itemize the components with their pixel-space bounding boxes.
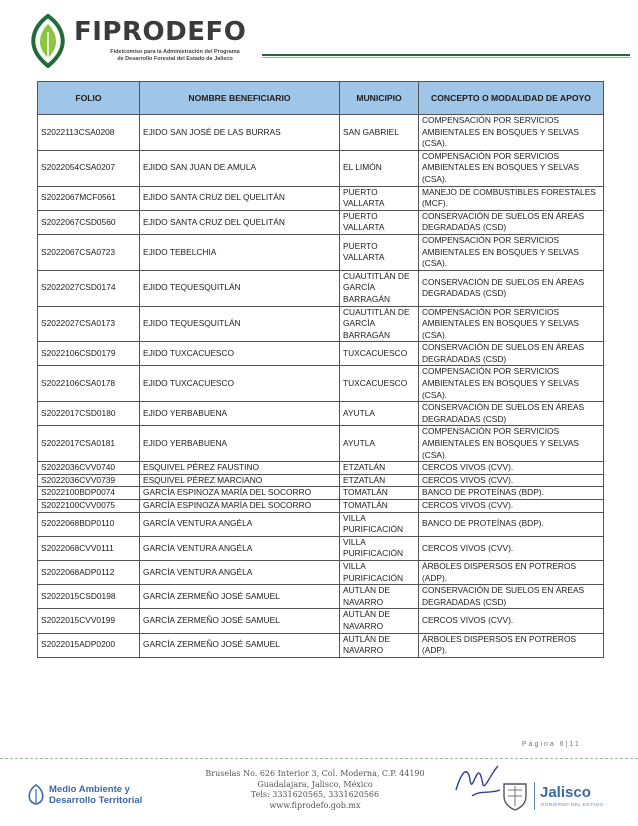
cell-concepto: COMPENSACIÓN POR SERVICIOS AMBIENTALES EN BOSQUES Y SELVAS (CSA). xyxy=(419,306,604,342)
cell-municipio: EL LIMÓN xyxy=(340,150,419,186)
document-header xyxy=(0,0,638,78)
cell-nombre: GARCÍA ZERMEÑO JOSÉ SAMUEL xyxy=(140,609,340,633)
cell-folio: S2022068BDP0110 xyxy=(38,512,140,536)
cell-municipio: CUAUTITLÁN DE GARCÍA BARRAGÁN xyxy=(340,306,419,342)
cell-municipio: TUXCACUESCO xyxy=(340,342,419,366)
cell-concepto: COMPENSACIÓN POR SERVICIOS AMBIENTALES EN BOSQUES Y SELVAS (CSA). xyxy=(419,115,604,151)
cell-municipio: TOMATLÁN xyxy=(340,487,419,500)
cell-nombre: GARCÍA ZERMEÑO JOSÉ SAMUEL xyxy=(140,633,340,657)
cell-nombre: EJIDO TEQUESQUITLÁN xyxy=(140,306,340,342)
cell-nombre: GARCÍA ESPINOZA MARÍA DEL SOCORRO xyxy=(140,487,340,500)
cell-nombre: EJIDO SANTA CRUZ DEL QUELITÁN xyxy=(140,210,340,234)
cell-concepto: MANEJO DE COMBUSTIBLES FORESTALES (MCF). xyxy=(419,186,604,210)
cell-folio: S2022067CSD0560 xyxy=(38,210,140,234)
jalisco-subtitle: GOBIERNO DEL ESTADO xyxy=(541,802,605,807)
cell-municipio: AYUTLA xyxy=(340,402,419,426)
cell-folio: S2022106CSD0179 xyxy=(38,342,140,366)
cell-concepto: CERCOS VIVOS (CVV). xyxy=(419,474,604,487)
table-row xyxy=(38,115,604,151)
address-line1: Bruselas No. 626 Interior 3, Col. Moderna, C.P. 44190 xyxy=(205,769,425,778)
cell-folio: S2022113CSA0208 xyxy=(38,115,140,151)
cell-concepto: COMPENSACIÓN POR SERVICIOS AMBIENTALES EN BOSQUES Y SELVAS (CSA). xyxy=(419,234,604,270)
secretaria-line2: Desarrollo Territorial xyxy=(49,795,143,806)
page-number: Página 6|11 xyxy=(522,741,581,748)
cell-municipio: PUERTO VALLARTA xyxy=(340,186,419,210)
address-website[interactable]: www.fiprodefo.gob.mx xyxy=(269,800,361,810)
cell-municipio: CUAUTITLÁN DE GARCÍA BARRAGÁN xyxy=(340,270,419,306)
cell-concepto: COMPENSACIÓN POR SERVICIOS AMBIENTALES EN BOSQUES Y SELVAS (CSA). xyxy=(419,366,604,402)
cell-nombre: EJIDO TUXCACUESCO xyxy=(140,342,340,366)
table-row xyxy=(38,270,604,306)
cell-concepto: CONSERVACIÓN DE SUELOS EN ÁREAS DEGRADADAS (CSD) xyxy=(419,210,604,234)
cell-folio: S2022015ADP0200 xyxy=(38,633,140,657)
column-header-municipio: MUNICIPIO xyxy=(340,82,419,115)
column-header-nombre: NOMBRE BENEFICIARIO xyxy=(140,82,340,115)
cell-folio: S2022106CSA0178 xyxy=(38,366,140,402)
cell-municipio: PUERTO VALLARTA xyxy=(340,234,419,270)
cell-concepto: CONSERVACIÓN DE SUELOS EN ÁREAS DEGRADADAS (CSD) xyxy=(419,342,604,366)
cell-municipio: PUERTO VALLARTA xyxy=(340,210,419,234)
cell-folio: S2022068ADP0112 xyxy=(38,560,140,584)
footer-rule xyxy=(0,758,638,759)
cell-concepto: CERCOS VIVOS (CVV). xyxy=(419,536,604,560)
secretaria-name xyxy=(49,784,142,806)
cell-concepto: CERCOS VIVOS (CVV). xyxy=(419,462,604,475)
table-row xyxy=(38,633,604,657)
cell-municipio: VILLA PURIFICACIÓN xyxy=(340,560,419,584)
cell-municipio: VILLA PURIFICACIÓN xyxy=(340,536,419,560)
cell-folio: S2022100CVV0075 xyxy=(38,500,140,513)
cell-concepto: COMPENSACIÓN POR SERVICIOS AMBIENTALES EN BOSQUES Y SELVAS (CSA). xyxy=(419,150,604,186)
cell-nombre: GARCÍA VENTURA ANGÉLA xyxy=(140,512,340,536)
cell-municipio: SAN GABRIEL xyxy=(340,115,419,151)
jalisco-divider xyxy=(534,782,535,810)
cell-nombre: EJIDO SAN JOSÉ DE LAS BURRAS xyxy=(140,115,340,151)
cell-folio: S2022027CSD0174 xyxy=(38,270,140,306)
header-rule-dark xyxy=(262,54,630,56)
jalisco-wordmark: Jalisco xyxy=(540,784,591,801)
cell-nombre: GARCÍA ESPINOZA MARÍA DEL SOCORRO xyxy=(140,500,340,513)
cell-nombre: EJIDO TEQUESQUITLÁN xyxy=(140,270,340,306)
address-phones: Tels: 3331620565, 3331620566 xyxy=(250,790,380,799)
header-rule-green xyxy=(262,57,630,58)
table-row xyxy=(38,342,604,366)
cell-folio: S2022017CSA0181 xyxy=(38,426,140,462)
fiprodefo-leaf-logo xyxy=(24,12,72,68)
brand-subtitle xyxy=(90,49,260,62)
cell-concepto: BANCO DE PROTEÍNAS (BDP). xyxy=(419,512,604,536)
handwritten-signature xyxy=(452,760,504,802)
table-row xyxy=(38,366,604,402)
cell-municipio: TUXCACUESCO xyxy=(340,366,419,402)
column-header-concepto: CONCEPTO O MODALIDAD DE APOYO xyxy=(419,82,604,115)
table-row xyxy=(38,234,604,270)
address-line2: Guadalajara, Jalisco, México xyxy=(257,779,373,789)
table-row xyxy=(38,585,604,609)
table-row xyxy=(38,402,604,426)
cell-folio: S2022017CSD0180 xyxy=(38,402,140,426)
cell-folio: S2022067MCF0561 xyxy=(38,186,140,210)
cell-nombre: GARCÍA VENTURA ANGÉLA xyxy=(140,536,340,560)
cell-municipio: TOMATLÁN xyxy=(340,500,419,513)
semadet-leaf-icon xyxy=(26,783,46,805)
cell-nombre: ESQUIVEL PÉREZ MARCIANO xyxy=(140,474,340,487)
table-row xyxy=(38,474,604,487)
cell-concepto: CERCOS VIVOS (CVV). xyxy=(419,609,604,633)
table-row xyxy=(38,186,604,210)
column-header-folio: FOLIO xyxy=(38,82,140,115)
cell-concepto: CONSERVACIÓN DE SUELOS EN ÁREAS DEGRADADAS (CSD) xyxy=(419,270,604,306)
table-row xyxy=(38,536,604,560)
cell-nombre: EJIDO TEBELCHIA xyxy=(140,234,340,270)
beneficiaries-table xyxy=(37,81,604,658)
cell-folio: S2022015CSD0198 xyxy=(38,585,140,609)
cell-concepto: CERCOS VIVOS (CVV). xyxy=(419,500,604,513)
cell-nombre: EJIDO YERBABUENA xyxy=(140,402,340,426)
table-row xyxy=(38,426,604,462)
cell-folio: S2022036CVV0739 xyxy=(38,474,140,487)
table-row xyxy=(38,512,604,536)
cell-nombre: ESQUIVEL PÉREZ FAUSTINO xyxy=(140,462,340,475)
cell-concepto: CONSERVACIÓN DE SUELOS EN ÁREAS DEGRADADAS (CSD) xyxy=(419,585,604,609)
cell-concepto: CONSERVACIÓN DE SUELOS EN ÁREAS DEGRADADAS (CSD) xyxy=(419,402,604,426)
cell-folio: S2022036CVV0740 xyxy=(38,462,140,475)
cell-municipio: AUTLÁN DE NAVARRO xyxy=(340,609,419,633)
cell-municipio: AUTLÁN DE NAVARRO xyxy=(340,633,419,657)
table-row xyxy=(38,462,604,475)
table-row xyxy=(38,560,604,584)
cell-nombre: EJIDO TUXCACUESCO xyxy=(140,366,340,402)
cell-nombre: EJIDO YERBABUENA xyxy=(140,426,340,462)
cell-concepto: BANCO DE PROTEÍNAS (BDP). xyxy=(419,487,604,500)
cell-folio: S2022054CSA0207 xyxy=(38,150,140,186)
cell-nombre: GARCÍA VENTURA ANGÉLA xyxy=(140,560,340,584)
cell-folio: S2022015CVV0199 xyxy=(38,609,140,633)
table-row xyxy=(38,150,604,186)
table-header-row xyxy=(38,82,604,115)
cell-folio: S2022067CSA0723 xyxy=(38,234,140,270)
cell-municipio: VILLA PURIFICACIÓN xyxy=(340,512,419,536)
table-row xyxy=(38,487,604,500)
footer-address xyxy=(190,769,440,811)
table-row xyxy=(38,500,604,513)
table-row xyxy=(38,210,604,234)
cell-municipio: AUTLÁN DE NAVARRO xyxy=(340,585,419,609)
table-row xyxy=(38,609,604,633)
cell-concepto: ÁRBOLES DISPERSOS EN POTREROS (ADP). xyxy=(419,633,604,657)
brand-subtitle-line1: Fideicomiso para la Administración del Programa xyxy=(110,49,240,55)
cell-concepto: ÁRBOLES DISPERSOS EN POTREROS (ADP). xyxy=(419,560,604,584)
cell-nombre: GARCÍA ZERMEÑO JOSÉ SAMUEL xyxy=(140,585,340,609)
cell-municipio: AYUTLA xyxy=(340,426,419,462)
cell-nombre: EJIDO SANTA CRUZ DEL QUELITÁN xyxy=(140,186,340,210)
cell-municipio: ETZATLÁN xyxy=(340,474,419,487)
secretaria-line1: Medio Ambiente y xyxy=(49,784,130,795)
cell-folio: S2022068CVV0111 xyxy=(38,536,140,560)
cell-concepto: COMPENSACIÓN POR SERVICIOS AMBIENTALES EN BOSQUES Y SELVAS (CSA). xyxy=(419,426,604,462)
jalisco-shield-icon xyxy=(500,780,530,812)
cell-folio: S2022100BDP0074 xyxy=(38,487,140,500)
table-row xyxy=(38,306,604,342)
cell-folio: S2022027CSA0173 xyxy=(38,306,140,342)
cell-municipio: ETZATLÁN xyxy=(340,462,419,475)
brand-name: FIPRODEFO xyxy=(74,17,247,47)
cell-nombre: EJIDO SAN JUAN DE AMULA xyxy=(140,150,340,186)
brand-subtitle-line2: de Desarrollo Forestal del Estado de Jalisco xyxy=(117,55,233,62)
